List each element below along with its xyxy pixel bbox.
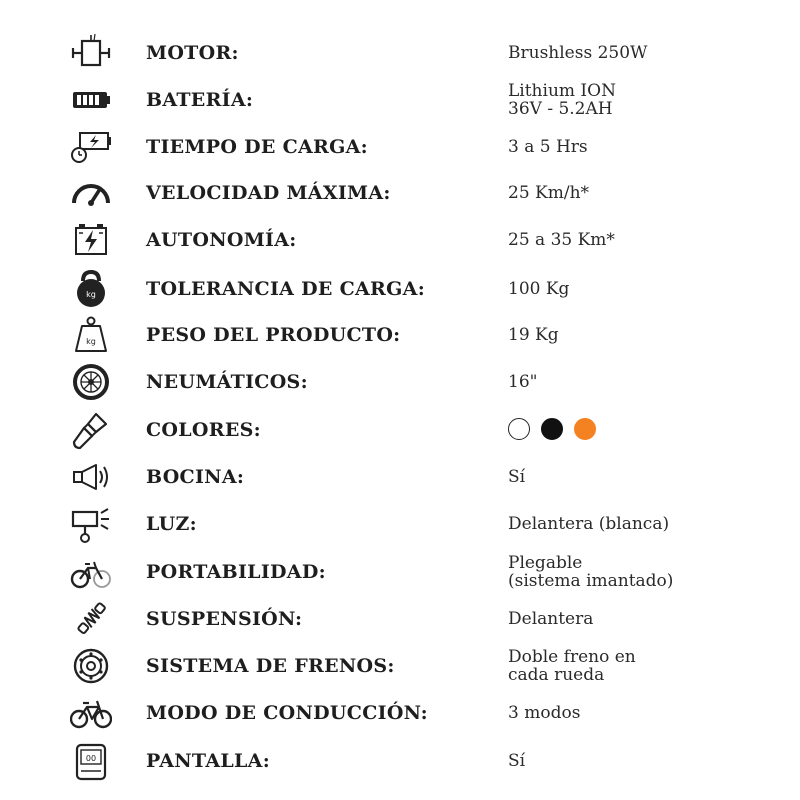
spec-row (0, 312, 800, 358)
spec-row (0, 217, 800, 263)
spec-value (508, 326, 559, 344)
weight-icon (64, 312, 120, 358)
battery-lightning-icon (64, 217, 120, 263)
horn-icon (64, 454, 120, 500)
spec-value (508, 82, 616, 118)
motor-icon (64, 30, 120, 76)
spec-value (508, 752, 525, 770)
spec-label: LUZ: (146, 513, 197, 535)
spec-row (0, 596, 800, 642)
spec-value-line: Sí (508, 751, 526, 771)
spec-value (508, 280, 569, 298)
spec-value-line: 3 modos (508, 703, 581, 723)
suspension-icon (64, 596, 120, 642)
spec-value-line: (sistema imantado) (508, 571, 674, 591)
spec-value-line: 100 Kg (508, 279, 570, 299)
display-icon (64, 738, 120, 784)
spec-value-line: Brushless 250W (508, 43, 648, 63)
spec-value-line: Sí (508, 467, 526, 487)
tire-icon (64, 359, 120, 405)
spec-value (508, 138, 588, 156)
spec-label: AUTONOMÍA: (146, 229, 297, 251)
spec-label: VELOCIDAD MÁXIMA: (146, 182, 391, 204)
spec-row (0, 266, 800, 312)
paint-brush-icon (64, 407, 120, 453)
spec-label: COLORES: (146, 419, 261, 441)
spec-value (508, 610, 593, 628)
spec-label: NEUMÁTICOS: (146, 371, 308, 393)
spec-value-line: cada rueda (508, 665, 605, 685)
spec-label: BATERÍA: (146, 89, 254, 111)
spec-value (508, 44, 648, 62)
spec-label: TOLERANCIA DE CARGA: (146, 278, 426, 300)
color-swatch (574, 418, 596, 440)
spec-value (508, 648, 636, 684)
spec-value (508, 554, 673, 590)
battery-icon (64, 77, 120, 123)
spec-value (508, 515, 669, 533)
spec-row (0, 549, 800, 595)
spec-row (0, 501, 800, 547)
spec-value-line: 36V - 5.2AH (508, 99, 613, 119)
spec-value-line: Plegable (508, 553, 583, 573)
spec-value (508, 231, 615, 249)
spec-label: SUSPENSIÓN: (146, 608, 303, 630)
spec-value (508, 184, 589, 202)
icon-text: kg (86, 337, 96, 346)
spec-value-line: 19 Kg (508, 325, 559, 345)
spec-value-line: 25 a 35 Km* (508, 230, 615, 250)
spec-label: PESO DEL PRODUCTO: (146, 324, 401, 346)
spec-value-line: 3 a 5 Hrs (508, 137, 588, 157)
spec-row (0, 170, 800, 216)
spec-row (0, 359, 800, 405)
headlight-icon (64, 501, 120, 547)
brake-disc-icon (64, 643, 120, 689)
spec-row (0, 77, 800, 123)
spec-value-line: 16" (508, 372, 538, 392)
spec-label: SISTEMA DE FRENOS: (146, 655, 395, 677)
spec-label: TIEMPO DE CARGA: (146, 136, 369, 158)
icon-text: kg (86, 290, 96, 299)
spec-row (0, 738, 800, 784)
spec-row (0, 124, 800, 170)
spec-value (508, 373, 537, 391)
spec-value-line: 25 Km/h* (508, 183, 590, 203)
spec-value-line: Delantera (508, 609, 594, 629)
speedometer-icon (64, 170, 120, 216)
spec-row (0, 643, 800, 689)
color-swatch (541, 418, 563, 440)
spec-row (0, 407, 800, 453)
spec-value (508, 468, 525, 486)
spec-row (0, 30, 800, 76)
charging-time-icon (64, 124, 120, 170)
folding-bike-icon (64, 549, 120, 595)
icon-text: 00 (85, 754, 97, 763)
spec-label: BOCINA: (146, 466, 245, 488)
spec-value-line: Lithium ION (508, 81, 616, 101)
spec-label: PANTALLA: (146, 750, 271, 772)
bicycle-icon (64, 690, 120, 736)
spec-value (508, 704, 580, 722)
spec-value-line: Doble freno en (508, 647, 636, 667)
spec-value-line: Delantera (blanca) (508, 514, 670, 534)
color-swatch (508, 418, 530, 440)
spec-label: PORTABILIDAD: (146, 561, 326, 583)
spec-row (0, 690, 800, 736)
kettlebell-icon (64, 266, 120, 312)
spec-row (0, 454, 800, 500)
spec-label: MODO DE CONDUCCIÓN: (146, 702, 428, 724)
spec-label: MOTOR: (146, 42, 239, 64)
